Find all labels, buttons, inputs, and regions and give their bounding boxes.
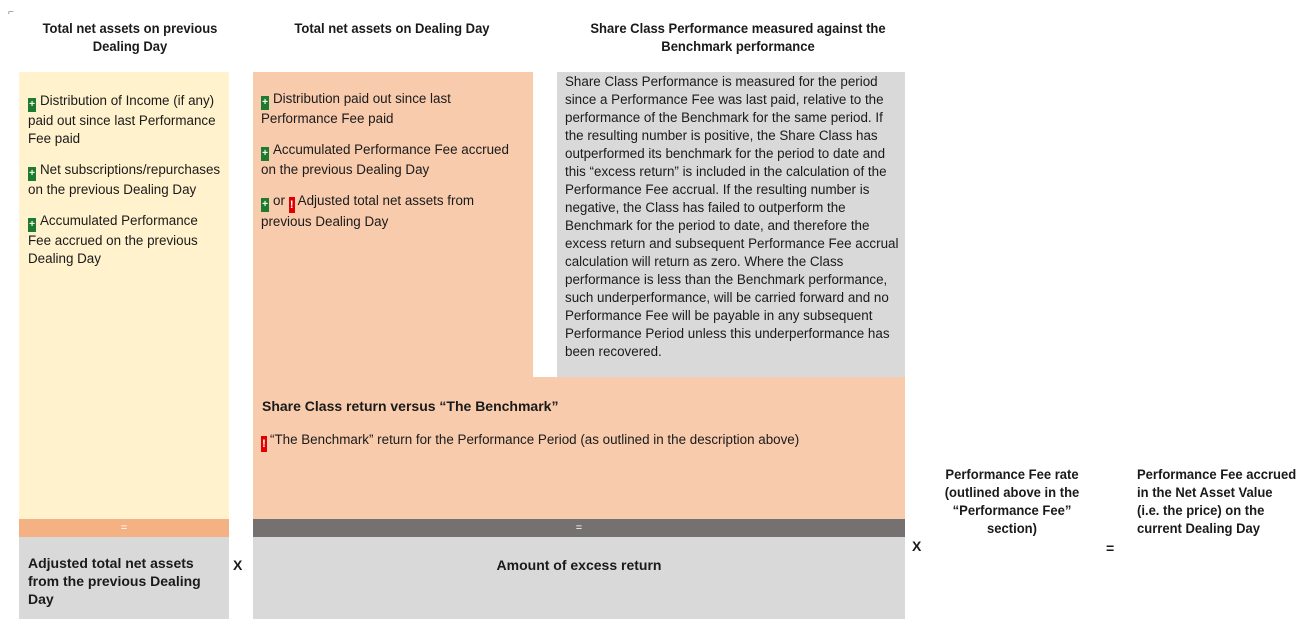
dealing-day-item-accumulated-fee: + Accumulated Performance Fee accrued on the previous Dealing Day — [261, 142, 509, 177]
multiply-operator-2: X — [912, 538, 922, 554]
performance-fee-rate: Performance Fee rate (outlined above in the “Performance Fee” section) — [944, 466, 1080, 536]
plus-icon: + — [262, 97, 268, 108]
equals-bar-excess: = — [253, 519, 905, 537]
benchmark-return-item: ! “The Benchmark” return for the Performance Period (as outlined in the description above) — [262, 432, 800, 450]
previous-day-panel — [19, 72, 229, 519]
benchmark-return-title: Share Class return versus “The Benchmark” — [262, 398, 559, 414]
or-connector: or — [273, 193, 285, 208]
minus-icon: ! — [289, 199, 294, 211]
multiply-operator-1: X — [233, 557, 243, 573]
header-share-class-performance: Share Class Performance measured against the Benchmark performance — [590, 20, 886, 54]
dealing-day-item-adjusted: + or ! Adjusted total net assets from previous Dealing Day — [261, 193, 475, 229]
excess-return-label: Amount of excess return — [496, 557, 662, 573]
performance-fee-accrued: Performance Fee accrued in the Net Asset Value (i.e. the price) on the current Dealing Day — [1137, 466, 1297, 536]
plus-icon: + — [262, 148, 268, 159]
performance-description-panel — [557, 72, 905, 377]
plus-icon: + — [262, 199, 268, 210]
adjusted-assets-result — [19, 537, 229, 619]
previous-day-item-subscriptions: + Net subscriptions/repurchases on the previous Dealing Day — [28, 162, 221, 197]
excess-return-result — [253, 537, 905, 619]
header-dealing-day-assets: Total net assets on Dealing Day — [294, 20, 490, 36]
minus-icon: ! — [262, 438, 266, 450]
equals-operator: = — [1106, 540, 1115, 556]
adjusted-assets-label: Adjusted total net assets from the previous Dealing Day — [28, 555, 201, 607]
benchmark-return-panel — [253, 377, 905, 519]
plus-icon: + — [29, 99, 35, 110]
equals-bar-adjusted: = — [19, 519, 229, 537]
plus-icon: + — [29, 168, 35, 179]
dealing-day-panel — [253, 72, 533, 377]
dealing-day-item-distribution: + Distribution paid out since last Performance Fee paid — [261, 91, 451, 126]
performance-description-text: Share Class Performance is measured for the period since a Performance Fee was last paid, relative to the performance of the Benchmark for the same period. If the resulting number is positive, the Share Class has outperformed its benchmark for the period to date and this “excess return” is included in the calculation of the Performance Fee accrual. If the resulting number is negative, the Class has failed to outperform the Benchmark for the period to date, and therefore the excess return and subsequent Performance Fee accrual calculation will return as zero. Where the Class performance is less than the Benchmark performance, such underperformance, will be carried forward and no Performance Fee will be payable in any subsequent Performance Period unless this underperformance has been recovered. — [565, 74, 899, 359]
previous-day-item-accumulated-fee: + Accumulated Performance Fee accrued on the previous Dealing Day — [28, 213, 198, 266]
plus-icon: + — [29, 219, 35, 230]
header-previous-day-assets: Total net assets on previous Dealing Day — [42, 20, 218, 54]
corner-mark: ⌐ — [8, 7, 14, 18]
previous-day-item-distribution: + Distribution of Income (if any) paid out since last Performance Fee paid — [28, 93, 216, 146]
